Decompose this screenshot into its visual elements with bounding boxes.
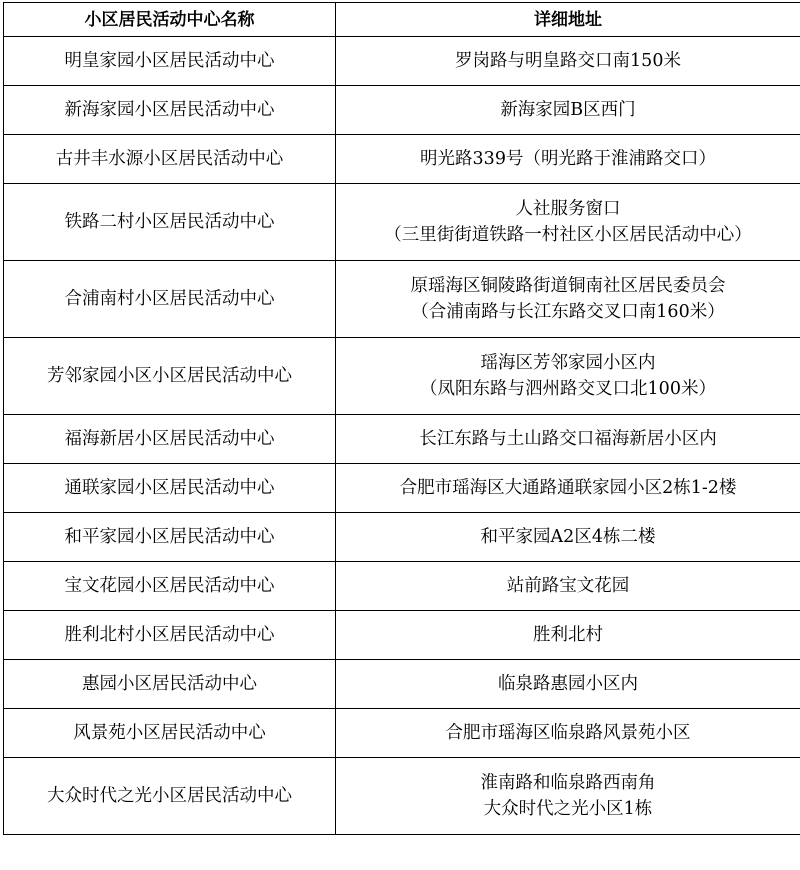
- address-line: 瑶海区芳邻家园小区内: [480, 353, 656, 373]
- table-header-row: [4, 3, 800, 37]
- address-cell: [336, 415, 800, 464]
- table-row: [4, 86, 800, 135]
- header-address: 详细地址: [336, 3, 800, 37]
- address-cell: [336, 660, 800, 709]
- center-name-cell: 芳邻家园小区小区居民活动中心: [4, 338, 336, 415]
- center-name-cell: 风景苑小区居民活动中心: [4, 709, 336, 758]
- center-name-cell: 惠园小区居民活动中心: [4, 660, 336, 709]
- table-row: [4, 513, 800, 562]
- address-line: 合肥市瑶海区大通路通联家园小区2栋1-2楼: [399, 478, 737, 498]
- table-row: [4, 562, 800, 611]
- address-cell: [336, 86, 800, 135]
- address-cell: [336, 135, 800, 184]
- table-row: [4, 660, 800, 709]
- table-row: [4, 37, 800, 86]
- center-name-cell: 宝文花园小区居民活动中心: [4, 562, 336, 611]
- table-row: [4, 338, 800, 415]
- activity-center-table: [3, 2, 800, 835]
- address-line: 和平家园A2区4栋二楼: [480, 527, 656, 547]
- center-name-cell: 福海新居小区居民活动中心: [4, 415, 336, 464]
- table-row: [4, 135, 800, 184]
- address-line: 合肥市瑶海区临泉路风景苑小区: [445, 723, 691, 743]
- address-line: 淮南路和临泉路西南角: [480, 773, 656, 793]
- address-line: （凤阳东路与泗州路交叉口北100米）: [420, 379, 716, 399]
- center-name-cell: 古井丰水源小区居民活动中心: [4, 135, 336, 184]
- address-cell: [336, 338, 800, 415]
- address-line: 站前路宝文花园: [506, 576, 630, 596]
- center-name-cell: 铁路二村小区居民活动中心: [4, 184, 336, 261]
- address-cell: [336, 513, 800, 562]
- table-row: [4, 611, 800, 660]
- table-body: [4, 37, 800, 835]
- center-name-cell: 大众时代之光小区居民活动中心: [4, 758, 336, 835]
- table-row: [4, 709, 800, 758]
- address-cell: [336, 611, 800, 660]
- address-line: （合浦南路与长江东路交叉口南160米）: [411, 302, 725, 322]
- address-line: 罗岗路与明皇路交口南150米: [455, 51, 681, 71]
- header-name: 小区居民活动中心名称: [4, 3, 336, 37]
- table-row: [4, 261, 800, 338]
- address-cell: [336, 562, 800, 611]
- address-cell: [336, 709, 800, 758]
- center-name-cell: 和平家园小区居民活动中心: [4, 513, 336, 562]
- address-line: 原瑶海区铜陵路街道铜南社区居民委员会: [410, 276, 726, 296]
- address-line: 新海家园B区西门: [500, 100, 636, 120]
- table-row: [4, 464, 800, 513]
- table-row: [4, 758, 800, 835]
- address-line: 明光路339号（明光路于淮浦路交口）: [420, 149, 716, 169]
- address-cell: [336, 261, 800, 338]
- center-name-cell: 通联家园小区居民活动中心: [4, 464, 336, 513]
- address-line: 大众时代之光小区1栋: [483, 799, 653, 819]
- address-cell: [336, 758, 800, 835]
- address-line: 临泉路惠园小区内: [498, 674, 638, 694]
- center-name-cell: 新海家园小区居民活动中心: [4, 86, 336, 135]
- address-cell: [336, 37, 800, 86]
- center-name-cell: 合浦南村小区居民活动中心: [4, 261, 336, 338]
- table-row: [4, 415, 800, 464]
- address-cell: [336, 464, 800, 513]
- center-name-cell: 胜利北村小区居民活动中心: [4, 611, 336, 660]
- address-line: 胜利北村: [533, 625, 603, 645]
- address-cell: [336, 184, 800, 261]
- table-row: [4, 184, 800, 261]
- center-name-cell: 明皇家园小区居民活动中心: [4, 37, 336, 86]
- address-line: 长江东路与土山路交口福海新居小区内: [419, 429, 717, 449]
- address-line: 人社服务窗口: [515, 199, 621, 219]
- address-line: （三里街街道铁路一村社区小区居民活动中心）: [384, 225, 752, 245]
